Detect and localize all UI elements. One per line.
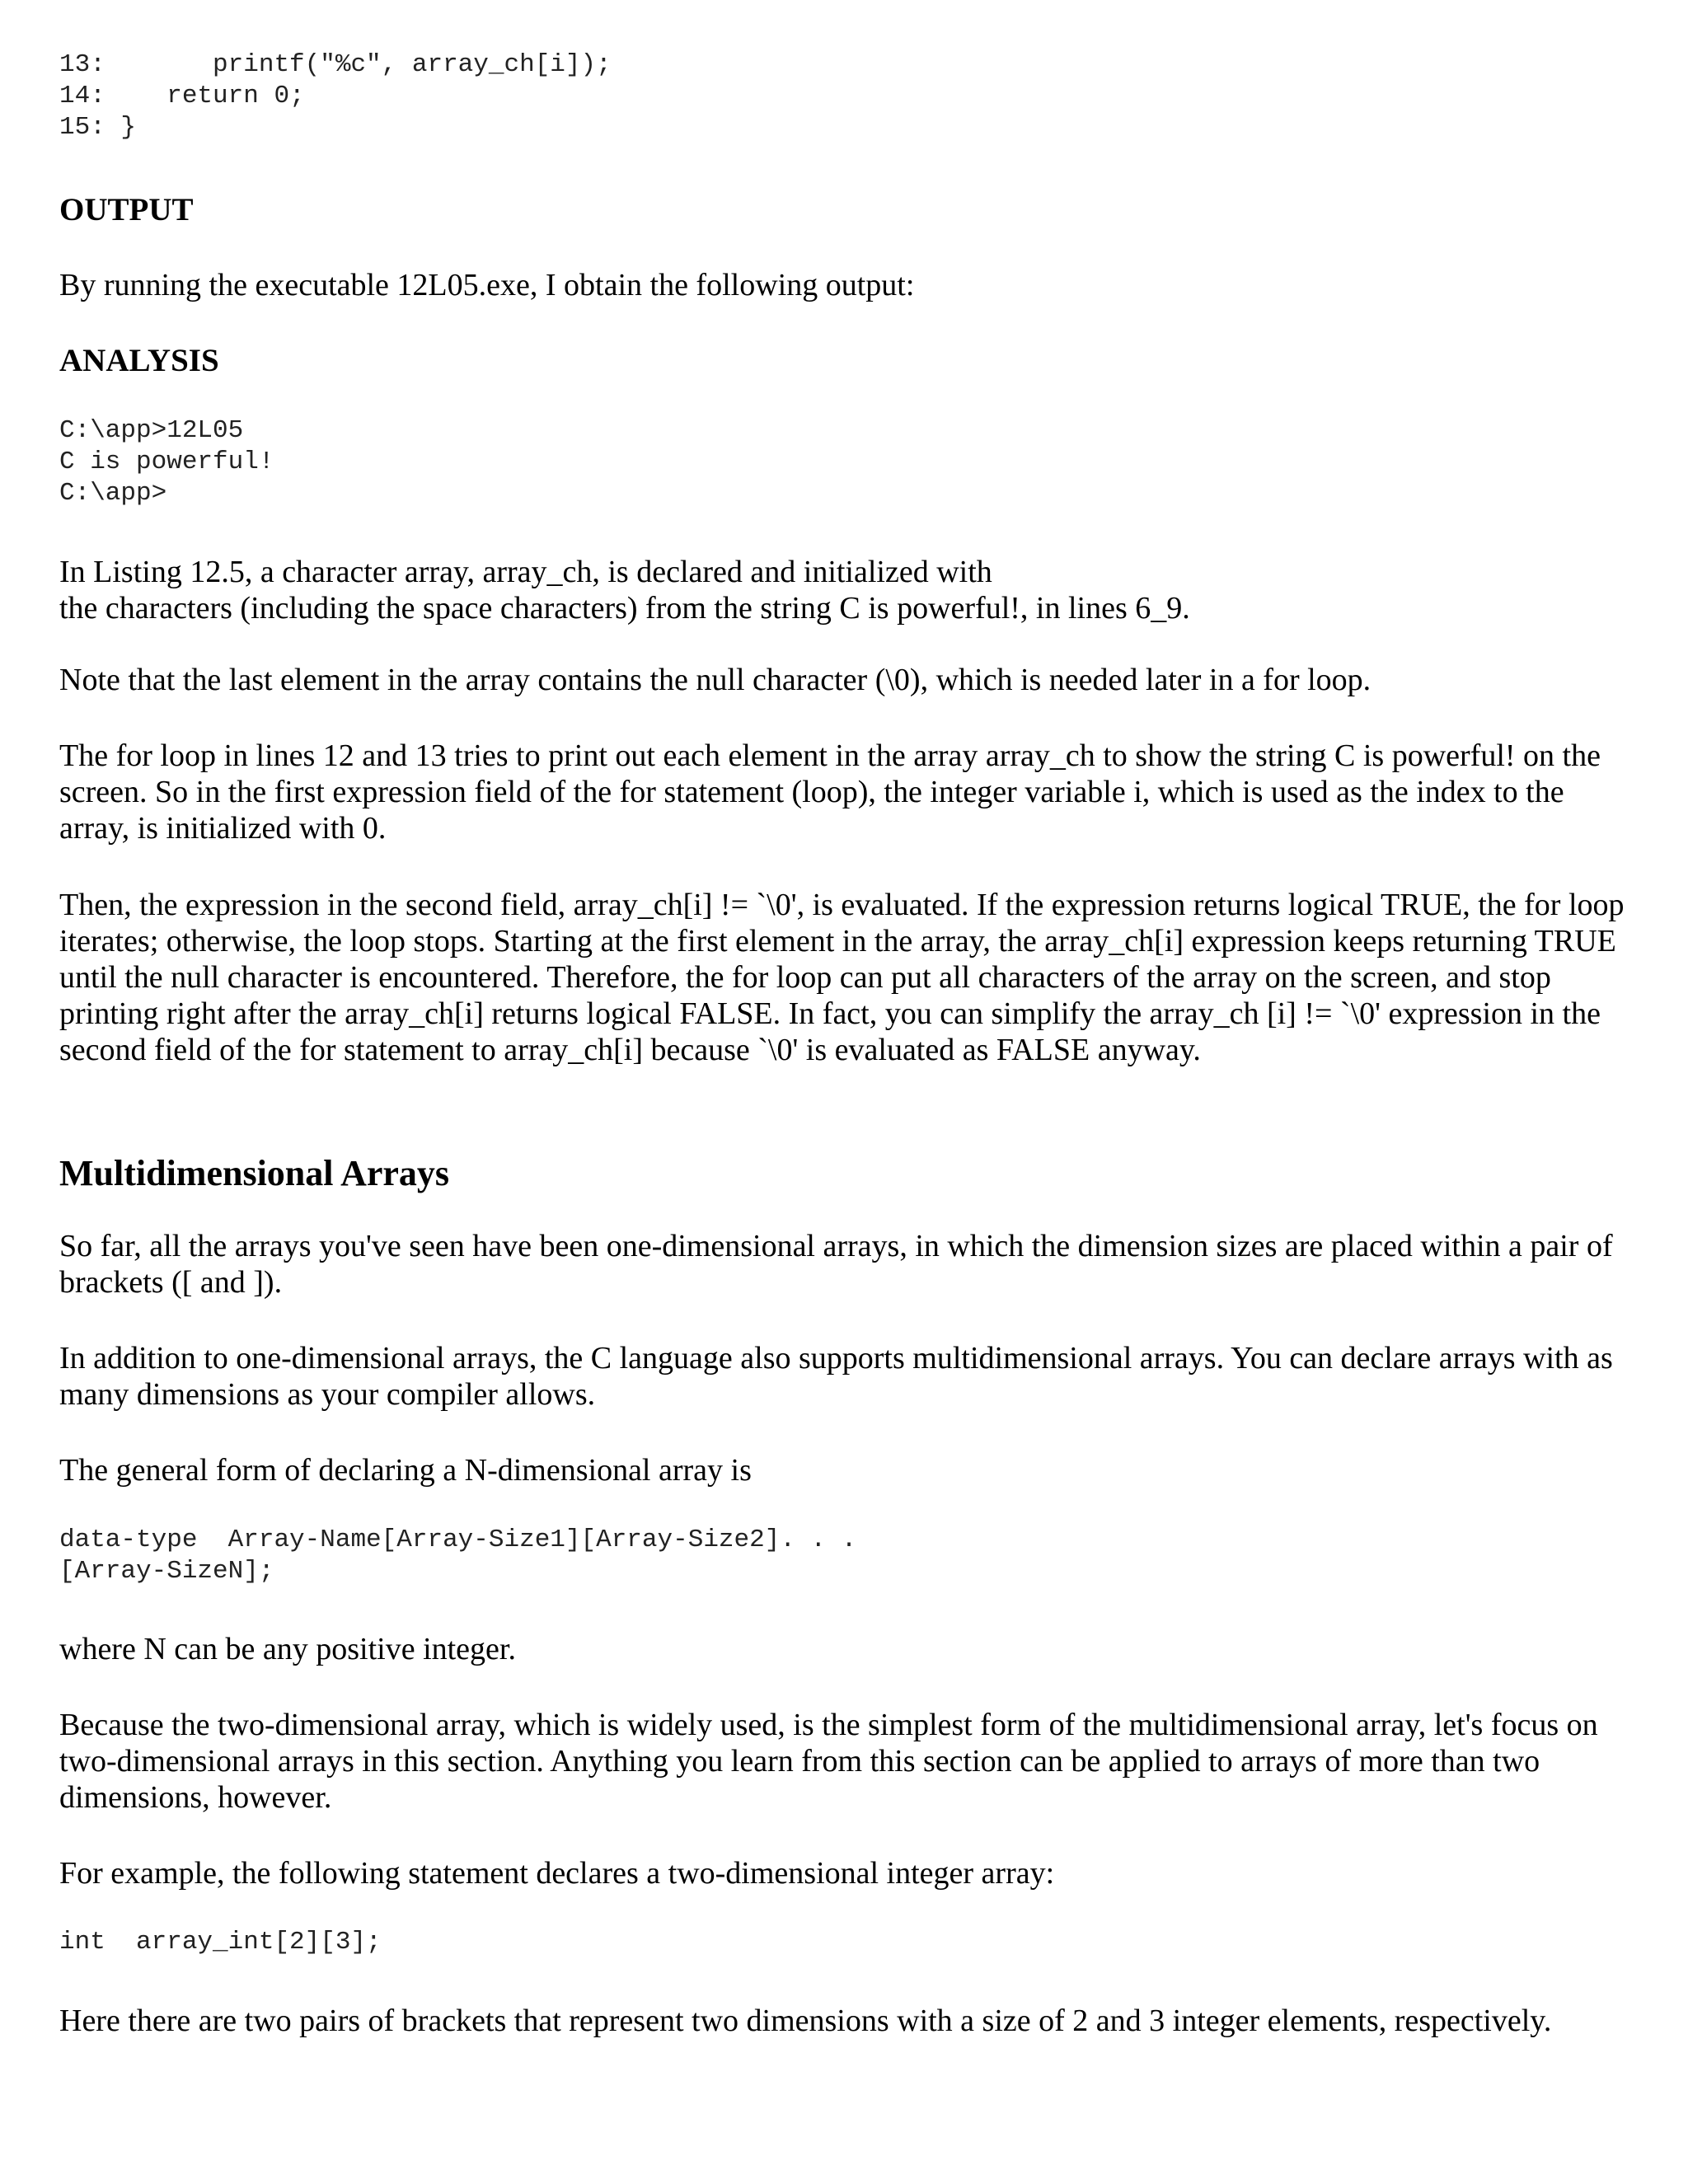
- analysis-paragraph-4: Then, the expression in the second field, array_ch[i] != `\0', is evaluated. If the expression returns logical TRUE, the for loop iterates; otherwise, the loop stops. Starting at the first element in the array, the array_ch[i] expression keeps returning TRUE until the null character is encountered. Therefore, the for loop can put all characters of the array on the screen, and stop printing right after the array_ch[i] returns logical FALSE. In fact, you can simplify the array_ch [i] != `\0' expression in the second field of the for statement to array_ch[i] because `\0' is evaluated as FALSE anyway.: [59, 888, 1625, 1067]
- analysis-paragraph-2: Note that the last element in the array contains the null character (\0), which is needed later in a for loop.: [59, 663, 1372, 697]
- section-paragraph-3: The general form of declaring a N-dimensional array is: [59, 1453, 752, 1488]
- code-line: [Array-SizeN];: [59, 1557, 274, 1586]
- code-general-form: [59, 1525, 1642, 1587]
- code-line: data-type Array-Name[Array-Size1][Array-Size2]. . .: [59, 1526, 857, 1554]
- section-paragraph-4: where N can be any positive integer.: [59, 1632, 516, 1666]
- code-line-13: 13: printf("%c", array_ch[i]);: [59, 50, 612, 79]
- output-heading: OUTPUT: [59, 192, 194, 227]
- console-line: C is powerful!: [59, 448, 274, 476]
- analysis-paragraph-1-line-2: the characters (including the space characters) from the string C is powerful!, in lines 6_9.: [59, 591, 1190, 626]
- section-paragraph-2: In addition to one-dimensional arrays, the C language also supports multidimensional arrays. You can declare arrays with as many dimensions as your compiler allows.: [59, 1341, 1613, 1412]
- code-example: [59, 1927, 1642, 1958]
- code-line-15: 15: }: [59, 113, 137, 142]
- output-intro-paragraph: By running the executable 12L05.exe, I obtain the following output:: [59, 268, 915, 302]
- console-output: [59, 415, 1642, 509]
- code-line-14: 14: return 0;: [59, 82, 305, 110]
- analysis-heading: ANALYSIS: [59, 343, 219, 378]
- analysis-paragraph-1-line-1: In Listing 12.5, a character array, array_ch, is declared and initialized with: [59, 555, 992, 589]
- section-paragraph-1: So far, all the arrays you've seen have been one-dimensional arrays, in which the dimension sizes are placed within a pair of brackets ([ and ]).: [59, 1229, 1613, 1300]
- section-paragraph-5: Because the two-dimensional array, which is widely used, is the simplest form of the multidimensional array, let's focus on two-dimensional arrays in this section. Anything you learn from this section can be applied to arrays of more than two dimensions, however.: [59, 1708, 1598, 1815]
- console-line: C:\app>: [59, 479, 167, 508]
- section-paragraph-6: For example, the following statement declares a two-dimensional integer array:: [59, 1856, 1055, 1891]
- analysis-paragraph-1: [59, 554, 1642, 626]
- section-heading: Multidimensional Arrays: [59, 1153, 450, 1193]
- console-line: C:\app>12L05: [59, 416, 244, 445]
- code-listing-tail: [59, 49, 1642, 143]
- analysis-paragraph-3: The for loop in lines 12 and 13 tries to print out each element in the array array_ch to show the string C is powerful! on the screen. So in the first expression field of the for statement (loop), the integer variable i, which is used as the index to the array, is initialized with 0.: [59, 738, 1601, 846]
- section-paragraph-7: Here there are two pairs of brackets that represent two dimensions with a size of 2 and 3 integer elements, respectively.: [59, 2004, 1552, 2038]
- code-line: int array_int[2][3];: [59, 1928, 382, 1957]
